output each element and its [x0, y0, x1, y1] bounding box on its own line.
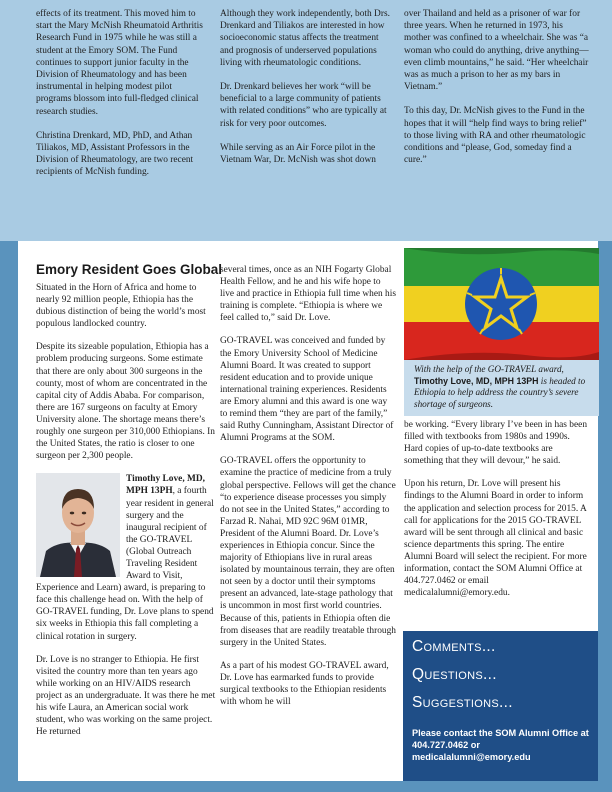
paragraph: effects of its treatment. This moved him to start the Mary McNish Rheumatoid Arthritis Research Fund in 1975 while he was still a student at the Emory SOM. The Fund continues to support junior faculty in the Division of Rheumatology and has been instrumental in helping modest pilot programs blossom into full-fledged clinical research studies.: [36, 9, 203, 117]
paragraph: GO-TRAVEL was conceived and funded by the Emory University School of Medicine Alumni Board. It was created to support resident education and to provide unique international training experiences. Residents are Emory alumni and this award is one way to remind them “they are part of the family,” said Ruthy Cunningham, Assistant Director of Alumni Programs at the SOM.: [220, 336, 394, 444]
suggestions-heading: Suggestions...: [412, 694, 513, 711]
paragraph: Christina Drenkard, MD, PhD, and Athan Tiliakos, MD, Assistant Professors in the Division of Rheumatology, are two recent recipients of McNish funding.: [36, 130, 194, 178]
paragraph: Although they work independently, both Drs. Drenkard and Tiliakos are interested in how socioeconomic status affects the treatment and prognosis of underserved populations living with rheumatologic conditions.: [220, 9, 390, 68]
caption-text: With the help of the GO-TRAVEL award,: [414, 364, 564, 374]
paragraph: Situated in the Horn of Africa and home to nearly 92 million people, Ethiopia has the dubious distinction of being the world’s most populous landlocked country.: [36, 283, 206, 330]
paragraph: To this day, Dr. McNish gives to the Fund in the hopes that it will “help find ways to bring relief” to those living with RA and other rheumatologic conditions and “please, God, someday find a cure.”: [404, 106, 587, 166]
paragraph: As a part of his modest GO-TRAVEL award, Dr. Love has earmarked funds to provide surgical textbooks to the Ethiopian residents with whom he will: [220, 660, 389, 708]
top-column-1: [36, 8, 208, 191]
caption-text: is headed to Ethiopia to help address the country’s severe shortage of surgeons.: [414, 375, 586, 409]
paragraph-text: , a fourth year resident in general surgery and the inaugural recipient of the GO-TRAVEL (Global Outreach Traveling Resident Award to Visit, Experience and Learn) award, is preparing to face this challenge head on. With the help of GO-TRAVEL funding, Dr. Love plans to spend six weeks in Ethiopia this fall completing a clinical rotation in surgery.: [36, 486, 214, 642]
paragraph: While serving as an Air Force pilot in the Vietnam War, Dr. McNish was shot down: [220, 142, 376, 166]
paragraph: Dr. Drenkard believes her work “will be beneficial to a large community of patients with related conditions” who are typically at risk for very poor outcomes.: [220, 82, 387, 129]
article-column-3: [404, 419, 590, 610]
top-column-3: [404, 8, 590, 178]
contact-info: Please contact the SOM Alumni Office at 404.727.0462 or medicalalumni@emory.edu: [412, 728, 589, 762]
frame-strip-bottom: [0, 781, 612, 792]
article-column-2: [220, 264, 396, 719]
comments-box: [403, 631, 598, 781]
article-column-1: [36, 282, 216, 749]
paragraph: several times, once as an NIH Fogarty Global Health Fellow, and he and his wife hope to live and practice in Ethiopia full time when his training is complete. “Ethiopia is where we feel called to,” said Dr. Love.: [220, 265, 396, 324]
paragraph: be working. “Every library I’ve been in has been filled with textbooks from 1980s and 1990s. Hard copies of up-to-date textbooks are something that they will devour,” he said.: [404, 420, 588, 467]
frame-strip: [598, 241, 612, 792]
portrait-photo: [36, 473, 120, 577]
photo-caption: [404, 360, 599, 416]
resident-name: Timothy Love, MD, MPH 13PH: [126, 474, 205, 497]
paragraph: GO-TRAVEL offers the opportunity to examine the practice of medicine from a truly global perspective. Fellows will get the chance “to experience disease processes you simply do not see in the United States,” according to Farzad R. Nahai, MD 92C 96M 01MR, President of the Alumni Board. Dr. Love’s experiences in Ethiopia concur. Since the majority of Ethiopians live in rural areas isolated by mountainous terrain, they are often not seen by a doctor until their symptoms present an advanced, late-stage pathology that is uncommon in most first world countries. Because of this, patients in Ethiopia often die from diseases that are readily treatable through surgery in the United States.: [220, 456, 396, 648]
ethiopian-flag-photo: [404, 248, 599, 360]
paragraph: Upon his return, Dr. Love will present his findings to the Alumni Board in order to inform the application and selection process for 2015. A call for applications for the 2015 GO-TRAVEL award will be sent through all clinical and basic science departments this spring. The entire Alumni Board will select the recipient. For more information, contact the SOM Alumni Office at 404.727.0462 or email medicalalumni@emory.edu.: [404, 479, 587, 599]
paragraph: over Thailand and held as a prisoner of war for three years. When he returned in 1973, his mother was confined to a wheelchair. She was “a woman who could do anything, drive anything—even climb mountains,” he said. “Her wheelchair was as much a prison to her as my bars in Vietnam.”: [404, 9, 589, 93]
comments-heading: Comments...: [412, 638, 496, 655]
article-headline: Emory Resident Goes Global: [36, 262, 223, 277]
caption-name: Timothy Love, MD, MPH 13PH: [414, 375, 539, 386]
questions-heading: Questions...: [412, 666, 497, 683]
paragraph: Despite its sizeable population, Ethiopia has a problem producing surgeons. Some estimate that there are only about 300 surgeons in the county, most of whom are concentrated in the capital city of Addis Ababa. For comparison, there are 167 surgeons on faculty at Emory University alone. The shortage means there’s roughly one surgeon per 310,000 Ethiopians. In the United States, the ratio is closer to one surgeon per 2,300 people.: [36, 342, 215, 462]
top-column-2: [220, 8, 394, 178]
paragraph: Dr. Love is no stranger to Ethiopia. He first visited the country more than ten years ago while working on an HIV/AIDS research project as an undergraduate. It was there he met his wife Laura, an American social work student, who was working on the same project. He returned: [36, 654, 216, 738]
